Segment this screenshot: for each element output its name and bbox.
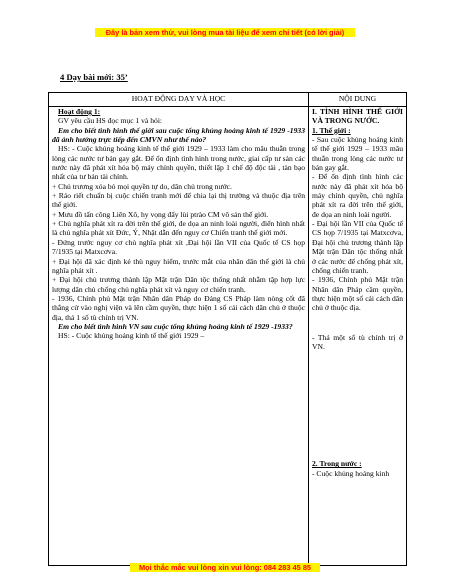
content-point: - Đại hội lần VII của Quốc tế CS họp 7/1935 tại Matxcơva, Đại hội chủ trương thành lập Mặt trận Dân tộc thống nhất ở các nước để chống phát xít, chống chiến tranh. xyxy=(312,219,403,275)
answer-point: + Ráo riết chuẩn bị cuộc chiến tranh mới để chia lại thị trường và thuộc địa trên thế giới. xyxy=(52,191,305,210)
content-point: - Sau cuộc khủng hoảng kinh tế thế giới 1929 – 1933 mâu thuẫn trong lòng các nước tư bản gay gắt. xyxy=(312,135,403,173)
content-column xyxy=(309,107,407,566)
answer-point: + Chủ trương xóa bỏ mọi quyền tự do, dân chủ trong nước. xyxy=(52,181,232,191)
answer-point: + Đại hội chủ trương thành lập Mặt trận Dân tộc thống nhất nhằm tập hợp lực lượng dân chủ chống chủ nghĩa phát xít và nguy cơ chiến tranh. xyxy=(52,275,305,294)
header-activities: HOẠT ĐỘNG DẠY VÀ HỌC xyxy=(49,93,309,107)
section-title: 4 Dạy bài mới: 35’ xyxy=(60,72,128,82)
spacer xyxy=(312,313,403,333)
activity-heading: Hoạt động 1: xyxy=(58,107,101,116)
answer-point: + Mưu đồ tấn công Liên Xô, hy vọng đẩy lùi ptrào CM vô sản thế giới. xyxy=(52,209,269,219)
student-answer: HS: - Cuộc khủng hoảng kinh tế thế giới 1929 – 1933 làm cho mâu thuẫn trong lòng các nước tư bản gay gắt. Để ổn định tình hình trong nước, giai cấp tư sản các nước này đã phát xít hóa bộ máy chính quyền, thiết lập 1 chế độ độc tài , tàn bạo nhất của tư bản tài chính. xyxy=(52,144,305,182)
content-point: - Thả một số tù chính trị ở VN. xyxy=(312,332,403,351)
answer-point: + Chủ nghĩa phát xít ra đời trên thế giới, đe dọa an ninh loài người, điển hình nhất là chủ nghĩa phát xít Đức, Ý, Nhật dẫn đến nguy cơ Chiến tranh thế giới mới. xyxy=(52,219,305,238)
teacher-instruction: GV yêu cầu HS đọc mục 1 và hỏi: xyxy=(58,116,163,126)
header-content: NỘI DUNG xyxy=(309,93,407,107)
table-header-row xyxy=(49,93,407,107)
content-subheading: 2. Trong nước : xyxy=(312,459,362,469)
teacher-question: Em cho biết tình hình thế giới sau cuộc tổng khủng hoảng kinh tế 1929 -1933 đã ảnh hưởng trực tiếp đến CMVN như thế nào? xyxy=(52,125,305,145)
lesson-table xyxy=(48,92,407,566)
activities-column xyxy=(49,107,309,566)
preview-notice-banner: Đây là bản xem thử, vui lòng mua tài liệu để xem chi tiết (có lời giải) xyxy=(95,28,355,37)
answer-point: - 1936, Chính phủ Mặt trận Nhân dân Pháp do Đảng CS Pháp làm nòng cốt đã thắng cử vào nghị viện và lên cầm quyền, thực hiện 1 số cải cách dân chủ ở thuộc địa, thả 1 số tù chính trị VN. xyxy=(52,293,305,322)
content-point: - 1936, Chính phủ Mặt trận Nhân dân Pháp cầm quyền, thực hiện một số cải cách dân chủ ở thuộc địa. xyxy=(312,275,403,313)
teacher-question: Em cho biết tình hình VN sau cuộc tổng khủng hoảng kinh tế 1929 -1933? xyxy=(58,321,293,331)
content-point: - Cuộc khủng hoảng kinh xyxy=(312,468,390,478)
content-heading: I. TÌNH HÌNH THẾ GIỚI VÀ TRONG NƯỚC. xyxy=(312,107,403,126)
answer-point: + Đại hội đã xác định kẻ thù nguy hiểm, trước mắt của nhân dân thế giới là chủ nghĩa phát xít . xyxy=(52,256,305,275)
content-point: - Để ổn định tình hình các nước này đã phát xít hóa bộ máy chính quyền, chủ nghĩa phát xít ra đời trên thế giới, đe dọa an ninh loài người. xyxy=(312,172,403,219)
student-answer: HS: - Cuộc khủng hoảng kinh tế thế giới 1929 – xyxy=(58,331,205,341)
answer-point: - Đứng trước nguy cơ chủ nghĩa phát xít ,Đại hội lần VII của Quốc tế CS họp 7/1935 tại Matxcơva. xyxy=(52,237,305,257)
spacer xyxy=(312,351,403,459)
content-subheading: 1. Thế giới : xyxy=(312,125,351,135)
contact-banner: Mọi thắc mắc vui lòng xin vui lòng: 084 283 45 85 xyxy=(130,563,320,572)
table-body-row xyxy=(49,107,407,566)
